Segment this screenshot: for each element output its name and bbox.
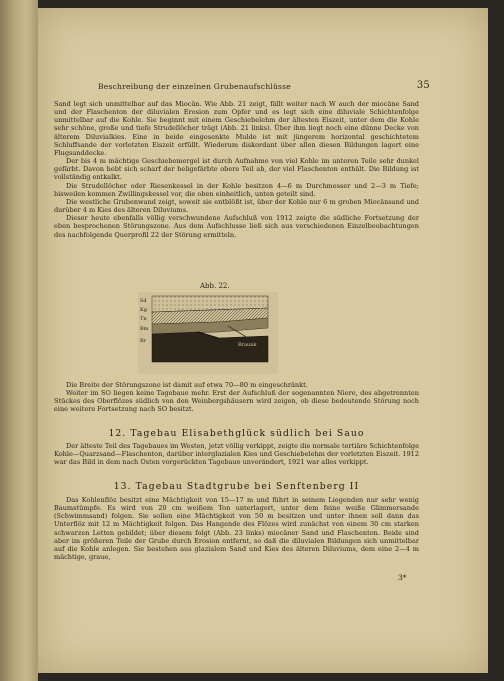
header-title: Beschreibung der einzelnen Grubenaufschlüsse bbox=[98, 82, 291, 91]
figure-label: Tn bbox=[140, 316, 147, 322]
paragraph: Die Strudellöcher oder Riesenkessel in der Kohle besitzen 4—6 m Durchmesser und 2—3 m Tiefe; bisweilen kommen Zwillingskessel vor, die oben einheitlich, unten geteilt sind. bbox=[54, 181, 419, 198]
paragraph: Die westliche Grubenwand zeigt, soweit sie entblößt ist, über der Kohle nur 6 m groben Miocänsand und darüber 4 m Kies des älteren Diluviums. bbox=[54, 197, 419, 215]
paragraph: Der bis 4 m mächtige Geschiebemergel ist durch Aufnahme von viel Kohle im unteren Teile sehr dunkel gefärbt. Davon hebt sich scharf der heligefärbte obere Teil ab, der viel Flaschenton enthält. Die Bildung ist vollständig entkalkt. bbox=[54, 157, 419, 182]
section-heading-13: 13. Tagebau Stadtgrube bei Senftenberg II bbox=[113, 481, 360, 492]
paragraph: Weiter im SO liegen keine Tagebaue mehr. Erst der Aufschluß der sogenannten Niere, des abgetrennten Stückes des Oberflözes südlich von den Weinbergshäusern wird zeigen, ob diese bedeutende Störung noch eine weitere Fortsetzung nach SO besitzt. bbox=[54, 389, 419, 414]
text-block-1 bbox=[54, 100, 419, 239]
section-12-text bbox=[54, 442, 419, 466]
figure-label: Sd bbox=[140, 298, 147, 304]
figure-label: Kg bbox=[140, 307, 147, 313]
running-header bbox=[38, 82, 438, 94]
page-number: 35 bbox=[416, 80, 430, 91]
geological-profile-figure bbox=[138, 292, 278, 374]
paragraph: Der älteste Teil des Tagebaues im Westen, jetzt völlig verkippt, zeigte die normale tertiäre Schichtenfolge Kohle—Quarzsand—Flaschenton, darüber interglazialen Kies und Geschiebelehm der vorletzten Eiszeit. 1912 war das Bild in dem nach Osten vorgerückten Tagebaue unverändert, 1921 war alles verkippt. bbox=[54, 442, 419, 467]
figure-label: Bm bbox=[140, 326, 149, 332]
section-heading-12: 12. Tagebau Elisabethglück südlich bei Sauo bbox=[108, 428, 365, 439]
text-block-2 bbox=[54, 381, 419, 414]
signature-mark: 3* bbox=[398, 573, 407, 582]
figure-caption: Abb. 22. bbox=[200, 282, 230, 290]
paragraph: Sand legt sich unmittelbar auf das Miocän. Wie Abb. 21 zeigt, fällt weiter nach W auch der miocäne Sand und der Flaschenton der diluvialen Erosion zum Opfer und es legt sich eine diluviale Schichtenfolge unmittelbar auf die Kohle. Sie beginnt mit einem Geschiebelehm der ältesten Eiszeit, unter dem die Kohle sehr schöne, große und tiefe Strudellöcher trägt (Abb. 21 links). Über ihm liegt noch eine dünne Decke von älterem Diluvialkies. Eine in beide eingesenkte Mulde ist mit jüngerem horizontal geschichtetem Schluffsande der vorletzten Eiszeit erfüllt. Wiederum diskordant über allen diesen Bildungen lagert eine Flugsanddecke. bbox=[54, 100, 419, 157]
paragraph: Dieser heute ebenfalls völlig verschwundene Aufschluß von 1912 zeigte die südliche Fortsetzung der eben besprochenen Störungszone. Aus dem Aufschlusse ließ sich aus verschiedenen Einzelbeobachtungen des nachfolgende Querprofil 22 der Störung ermitteln. bbox=[54, 214, 419, 239]
figure-label: Braunk bbox=[238, 342, 257, 348]
cross-section-drawing bbox=[138, 292, 278, 374]
section-13-text bbox=[54, 496, 419, 561]
paragraph: Das Kohlenflöz besitzt eine Mächtigkeit von 15—17 m und führt in seinem Liegenden nur sehr wenig Baumstümpfe. Es wird von 20 cm weißem Ton unterlagert, unter dem feine weiße Glimmersande (Schwimmsand) folgen. Sie sollen eine Mächtigkeit von 50 m besitzen und unter ihnen soll dann das Unterflöz mit 12 m Mächtigkeit folgen. Das Hangende des Flözes wird zunächst von einem 30 cm starken schwarzen Letten gebildet; über diesem folgt (Abb. 23 links) miocäner Sand und Flaschenton. Beide sind aber im größeren Teile der Grube durch Erosion entfernt, so daß die diluvialen Bildungen sich unmittelbar auf die Kohle anlegen. Sie bestehen aus glazialem Sand und Kies des älteren Diluviums, dem eine 2—4 m mächtige, graue, bbox=[54, 496, 419, 562]
paragraph: Die Breite der Störungszone ist damit auf etwa 70—80 m eingeschränkt. bbox=[66, 381, 308, 389]
figure-label: Br bbox=[140, 338, 147, 344]
book-binding bbox=[0, 0, 38, 681]
